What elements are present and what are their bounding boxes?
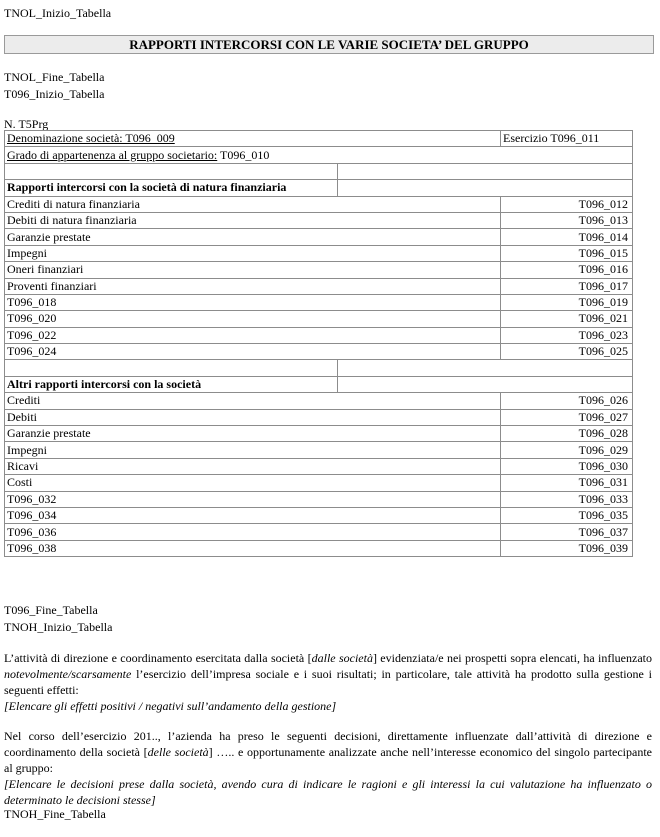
row-value: T096_037 bbox=[501, 524, 633, 540]
row-label: Impegni bbox=[5, 442, 501, 458]
paragraph2-part1: Nel corso dell’esercizio 201.., l’azienda ha preso le seguenti decisioni, direttamente influenzate dall’attività di direzione e coordinamento della società [ bbox=[4, 729, 652, 759]
row-label: Debiti bbox=[5, 409, 501, 425]
table-row bbox=[5, 393, 633, 409]
section-banner-title: RAPPORTI INTERCORSI CON LE VARIE SOCIETA’ DEL GRUPPO bbox=[4, 35, 654, 54]
tnol-start-marker: TNOL_Inizio_Tabella bbox=[4, 6, 112, 20]
row-value: T096_031 bbox=[501, 475, 633, 491]
row-label: Costi bbox=[5, 475, 501, 491]
section2-title-row bbox=[5, 376, 633, 392]
grado-label: Grado di appartenenza al gruppo societario: bbox=[7, 147, 218, 162]
row-value: T096_023 bbox=[501, 327, 633, 343]
row-value: T096_029 bbox=[501, 442, 633, 458]
row-label: T096_034 bbox=[5, 507, 501, 523]
row-label: Garanzie prestate bbox=[5, 426, 501, 442]
t096-start-marker: T096_Inizio_Tabella bbox=[4, 87, 105, 101]
table-row bbox=[5, 278, 633, 294]
n-label: N. T5Prg bbox=[4, 117, 49, 131]
row-label: T096_024 bbox=[5, 344, 501, 360]
section-title: Rapporti intercorsi con la società di natura finanziaria bbox=[5, 180, 338, 196]
row-label: T096_018 bbox=[5, 294, 501, 310]
paragraph2-part3: ] ….. e opportunamente analizzate anche nell’interesse economico del singolo partecipante al gruppo: bbox=[4, 745, 653, 775]
row-value: T096_033 bbox=[501, 491, 633, 507]
row-value: T096_017 bbox=[501, 278, 633, 294]
table-row bbox=[5, 245, 633, 261]
paragraph1-part1: L’attività di direzione e coordinamento esercitata dalla società [ bbox=[4, 651, 312, 665]
table-row bbox=[5, 311, 633, 327]
row-label: T096_038 bbox=[5, 540, 501, 556]
header-row-denominazione bbox=[5, 131, 633, 147]
table-row bbox=[5, 229, 633, 245]
section1-title-row bbox=[5, 180, 633, 196]
paragraph1-part3: ] evidenziata/e nei prospetti sopra elencati, ha influenzato bbox=[372, 651, 652, 665]
row-label: Oneri finanziari bbox=[5, 262, 501, 278]
row-value: T096_016 bbox=[501, 262, 633, 278]
row-label: Debiti di natura finanziaria bbox=[5, 212, 501, 228]
paragraph1-note: [Elencare gli effetti positivi / negativi sull’andamento della gestione] bbox=[4, 699, 337, 713]
row-value: T096_015 bbox=[501, 245, 633, 261]
esercizio-cell: Esercizio T096_011 bbox=[501, 131, 633, 147]
row-value: T096_014 bbox=[501, 229, 633, 245]
row-value: T096_028 bbox=[501, 426, 633, 442]
t096-end-marker: T096_Fine_Tabella bbox=[4, 603, 98, 617]
paragraph-effects bbox=[4, 650, 652, 714]
table-row bbox=[5, 196, 633, 212]
row-label: Crediti bbox=[5, 393, 501, 409]
blank-row bbox=[5, 360, 633, 376]
section-title: Altri rapporti intercorsi con la società bbox=[5, 376, 338, 392]
denominazione-label: Denominazione società: T096_009 bbox=[7, 131, 175, 146]
paragraph2-note: [Elencare le decisioni prese dalla società, avendo cura di indicare le ragioni e gli interessi la cui valutazione ha influenzato o determinato le decisioni stesse] bbox=[4, 777, 652, 807]
row-label: Proventi finanziari bbox=[5, 278, 501, 294]
row-value: T096_012 bbox=[501, 196, 633, 212]
table-row bbox=[5, 540, 633, 556]
row-value: T096_027 bbox=[501, 409, 633, 425]
paragraph1-part4: notevolmente/scarsamente bbox=[4, 667, 132, 681]
row-value: T096_026 bbox=[501, 393, 633, 409]
table-row bbox=[5, 344, 633, 360]
row-value: T096_013 bbox=[501, 212, 633, 228]
relations-table bbox=[4, 130, 633, 557]
table-row bbox=[5, 212, 633, 228]
row-value: T096_019 bbox=[501, 294, 633, 310]
table-row bbox=[5, 426, 633, 442]
table-row bbox=[5, 409, 633, 425]
row-label: T096_036 bbox=[5, 524, 501, 540]
table-row bbox=[5, 458, 633, 474]
table-row bbox=[5, 475, 633, 491]
row-value: T096_025 bbox=[501, 344, 633, 360]
tnol-end-marker: TNOL_Fine_Tabella bbox=[4, 70, 105, 84]
tnoh-start-marker: TNOH_Inizio_Tabella bbox=[4, 620, 113, 634]
table-row bbox=[5, 524, 633, 540]
table-row bbox=[5, 294, 633, 310]
paragraph1-part2: dalle società bbox=[311, 651, 373, 665]
row-label: T096_020 bbox=[5, 311, 501, 327]
row-value: T096_039 bbox=[501, 540, 633, 556]
header-row-grado bbox=[5, 147, 633, 163]
paragraph1-part5: l’esercizio dell’impresa sociale e i suoi risultati; in particolare, tale attività ha prodotto sulla gestione i seguenti effetti: bbox=[4, 667, 652, 697]
table-row bbox=[5, 491, 633, 507]
row-label: Impegni bbox=[5, 245, 501, 261]
row-label: T096_022 bbox=[5, 327, 501, 343]
row-label: T096_032 bbox=[5, 491, 501, 507]
row-value: T096_030 bbox=[501, 458, 633, 474]
grado-value: T096_010 bbox=[217, 147, 270, 162]
table-row bbox=[5, 507, 633, 523]
row-label: Ricavi bbox=[5, 458, 501, 474]
row-value: T096_021 bbox=[501, 311, 633, 327]
table-row bbox=[5, 327, 633, 343]
blank-row bbox=[5, 163, 633, 179]
row-label: Garanzie prestate bbox=[5, 229, 501, 245]
row-label: Crediti di natura finanziaria bbox=[5, 196, 501, 212]
paragraph2-part2: delle società bbox=[147, 745, 209, 759]
tnoh-end-marker: TNOH_Fine_Tabella bbox=[4, 807, 106, 821]
table-row bbox=[5, 442, 633, 458]
table-row bbox=[5, 262, 633, 278]
paragraph-decisions bbox=[4, 728, 652, 808]
row-value: T096_035 bbox=[501, 507, 633, 523]
